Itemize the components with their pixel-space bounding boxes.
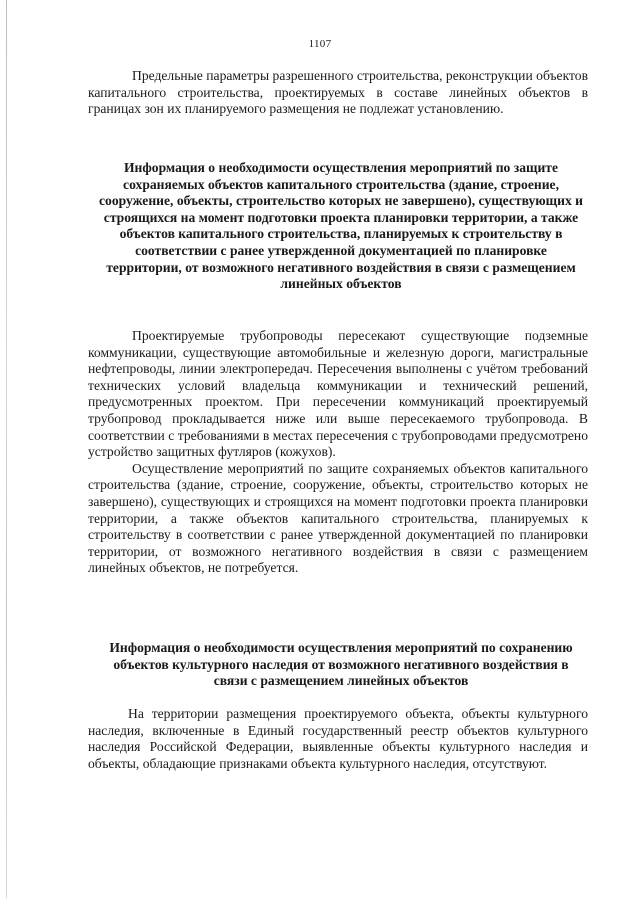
heading-cultural-heritage xyxy=(96,640,586,690)
section-heading: Информация о необходимости осуществления мероприятий по защите сохраняемых объектов капитального строительства (здание, строение, сооружение, объекты, строительство которых не завершено), существующих и строящихся на момент подготовки проекта планировки территории, а также объектов капитального строительства, планируемых к строительству в соответствии с ранее утвержденной документацией по планировке территории, от возможного негативного воздействия в связи с размещением линейных объектов xyxy=(98,160,583,292)
paragraph-pipelines: Проектируемые трубопроводы пересекают существующие подземные коммуникации, существующие автомобильные и железную дороги, магистральные нефтепроводы, линии электропередач. Пересечения выполнены с учётом требований технических условий владельца коммуникации и технический решений, предусмотренных проектом. При пересечении коммуникаций проектируемый трубопровод прокладывается ниже или выше пересекаемого трубопровода. В соответствии с требованиями в местах пересечения с трубопроводами предусмотрено устройство защитных футляров (кожухов). xyxy=(88,328,588,460)
paragraph-construction-parameters: Предельные параметры разрешенного строительства, реконструкции объектов капитального строительства, проектируемых в составе линейных объектов в границах зон их планируемого размещения не подлежат установлению. xyxy=(88,68,588,117)
section-heading: Информация о необходимости осуществления мероприятий по сохранению объектов культурного наследия от возможного негативного воздействия в связи с размещением линейных объектов xyxy=(109,640,573,689)
heading-protection-measures xyxy=(96,160,586,293)
paragraph-heritage-absent: На территории размещения проектируемого объекта, объекты культурного наследия, включенные в Единый государственный реестр объектов культурного наследия Российской Федерации, выявленные объекты культурного наследия и объекты, обладающие признаками объекта культурного наследия, отсутствуют. xyxy=(88,706,588,771)
heritage-section xyxy=(88,706,588,772)
scan-edge-line xyxy=(6,0,7,898)
intro-section xyxy=(88,68,588,118)
protection-section xyxy=(88,328,588,577)
page-number: 1107 xyxy=(308,38,332,50)
paragraph-measures-not-required: Осуществление мероприятий по защите сохраняемых объектов капитального строительства (здание, строение, сооружение, объекты, строительство которых не завершено), существующих и строящихся на момент подготовки проекта планировки территории, а также объектов капитального строительства, планируемых к строительству в соответствии с ранее утвержденной документацией по планировки территории, от возможного негативного воздействия в связи с размещением линейных объектов, не потребуется. xyxy=(88,460,588,576)
